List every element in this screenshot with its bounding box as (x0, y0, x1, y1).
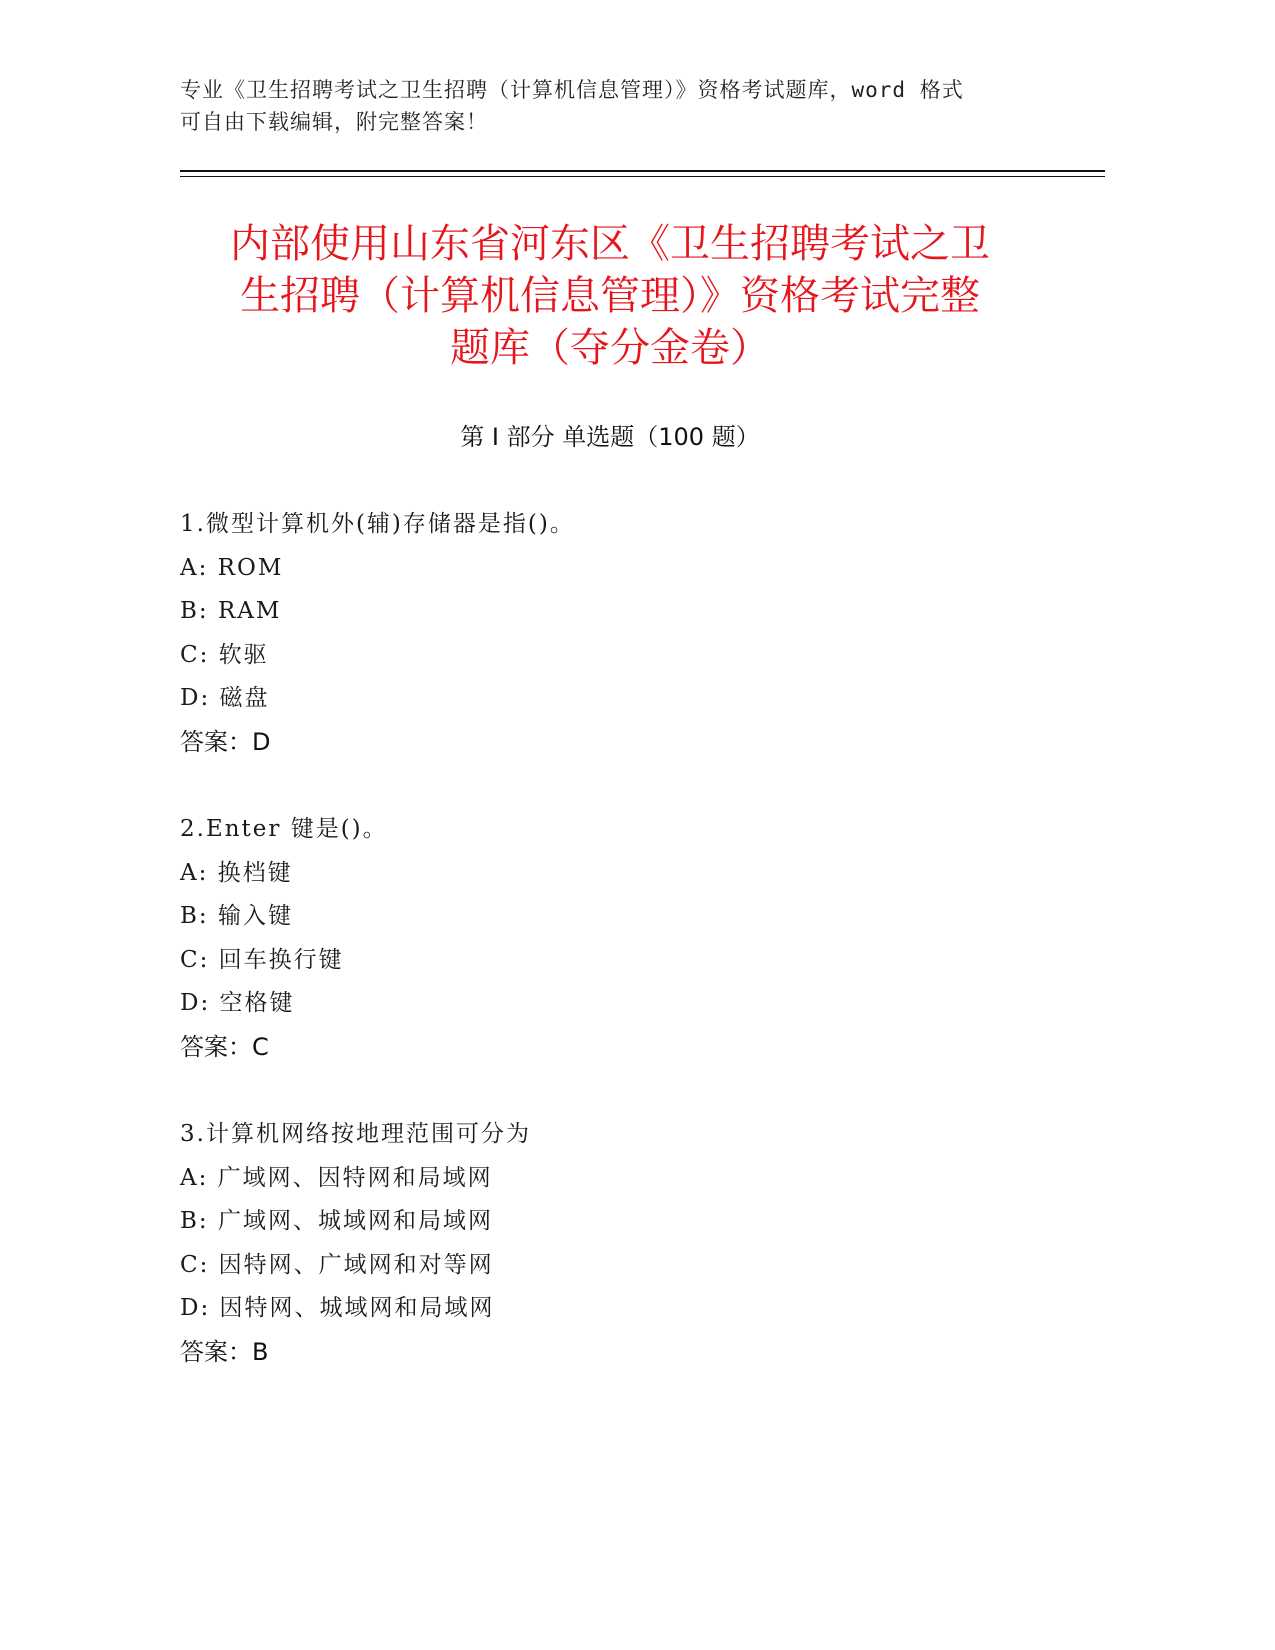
option-d: D: 磁盘 (180, 685, 270, 711)
answer-label: 答案：D (180, 727, 271, 756)
option-a: A: 广域网、因特网和局域网 (180, 1164, 493, 1191)
section-title: 第 I 部分 单选题（100 题） (460, 423, 760, 451)
option-d: D: 空格键 (180, 990, 295, 1016)
option-a: A: 换档键 (180, 859, 293, 886)
document-title-line-2: 生招聘（计算机信息管理）》资格考试完整 (240, 273, 980, 319)
question-stem: 3.计算机网络按地理范围可分为 (180, 1121, 531, 1147)
option-b: B: RAM (180, 598, 282, 624)
question-1 (180, 503, 1080, 764)
header-divider-thin (180, 176, 1105, 177)
header-note-line-1: 专业《卫生招聘考试之卫生招聘（计算机信息管理）》资格考试题库，word 格式 (180, 78, 964, 102)
option-b: B: 输入键 (180, 903, 293, 929)
document-title-line-3: 题库（夺分金卷） (450, 325, 770, 371)
question-2 (180, 808, 1080, 1069)
option-b: B: 广域网、城域网和局域网 (180, 1208, 493, 1234)
question-stem: 2.Enter 键是()。 (180, 816, 388, 842)
question-stem: 1.微型计算机外(辅)存储器是指()。 (180, 511, 575, 537)
option-d: D: 因特网、城域网和局域网 (180, 1295, 495, 1321)
header-divider-thick (180, 170, 1105, 172)
option-a: A: ROM (180, 554, 284, 581)
answer-label: 答案：B (180, 1337, 269, 1366)
answer-label: 答案：C (180, 1032, 269, 1061)
option-c: C: 因特网、广域网和对等网 (180, 1251, 494, 1278)
option-c: C: 回车换行键 (180, 946, 344, 973)
document-title (180, 218, 1040, 374)
option-c: C: 软驱 (180, 641, 269, 668)
question-3 (180, 1113, 1080, 1374)
document-title-line-1: 内部使用山东省河东区《卫生招聘考试之卫 (230, 221, 990, 267)
header-note-line-2: 可自由下载编辑，附完整答案！ (180, 110, 488, 134)
document-header-note (180, 74, 1040, 138)
